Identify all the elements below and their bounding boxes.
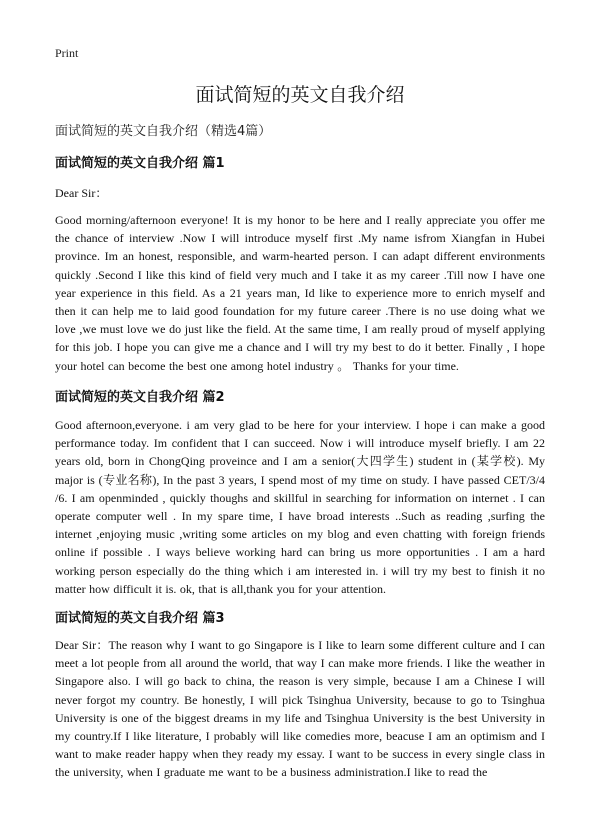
- section-1-body: Good morning/afternoon everyone! It is my honor to be here and I really appreciate you offer me the chance of interview .Now I will introduce myself first .My name isfrom Xiangfan in Hubei province. Im an honest, responsible, and warm-hearted person. I can adapt different environments quickly .Second I like this kind of field very much and I take it as my career .Till now I have one year experience in this field. As a 21 years man, Id like to experience more to enrich myself and then it can help me to laid good foundation for my future career .There is no use doing what we love ,we must love we do just like the field. At the same time, I am really proud of myself applying for this job. I hope you can give me a chance and I will try my best to do it better. Finally , I hope your hotel can become the best one among hotel industry 。 Thanks for your time.: [55, 213, 545, 373]
- section-2-body: Good afternoon,everyone. i am very glad to be here for your interview. I hope i can make a good performance today. Im confident that I can succeed. Now i will introduce myself briefly. I am 22 years old, born in ChongQing proveince and I am a senior(大四学生) student in (某学校). My major is (专业名称), In the past 3 years, I spend most of my time on study. I have passed CET/3/4 /6. I am openminded , quickly thoughs and skillful in searching for information on internet . I can operate computer well . In my spare time, I have broad interests ..Such as reading ,surfing the internet ,enjoying music ,writing some articles on my blog and even chatting with foreign friends online if possible . I ways believe working hard can bring us more opportunities . I am a hard working person especially do the thing which i am interested in. i will try my best to finish it no matter how difficult it is. ok, that is all,thank you for your attention.: [55, 418, 545, 596]
- page-title: 面试简短的英文自我介绍: [195, 84, 405, 106]
- section-3-body: Dear Sir：The reason why I want to go Singapore is I like to learn some different culture and I can meet a lot people from all around the world, that way I can make more friends. I like the weather in Singapore also. I will go back to china, the reason is very simple, because I am a Chinese I will never forgot my country. Be honestly, I will pick Tsinghua University, because to go to Tsinghua University is one of the biggest dreams in my life and Tsinghua University is the best University in my country.If I like literature, I probably will like comedies more, beacuse I am an optimism and I want to make reader happy when they ready my essay. I want to be success in every single class in the university, when I graduate me want to be a business administration.I like to read the: [55, 638, 545, 780]
- section-1-greeting: Dear Sir：: [55, 186, 108, 200]
- print-link[interactable]: Print: [55, 46, 79, 60]
- document-subtitle: 面试简短的英文自我介绍（精选4篇）: [55, 124, 272, 139]
- section-heading-2: 面试简短的英文自我介绍 篇2: [55, 390, 225, 405]
- section-heading-3: 面试简短的英文自我介绍 篇3: [55, 611, 225, 626]
- section-heading-1: 面试简短的英文自我介绍 篇1: [55, 156, 225, 171]
